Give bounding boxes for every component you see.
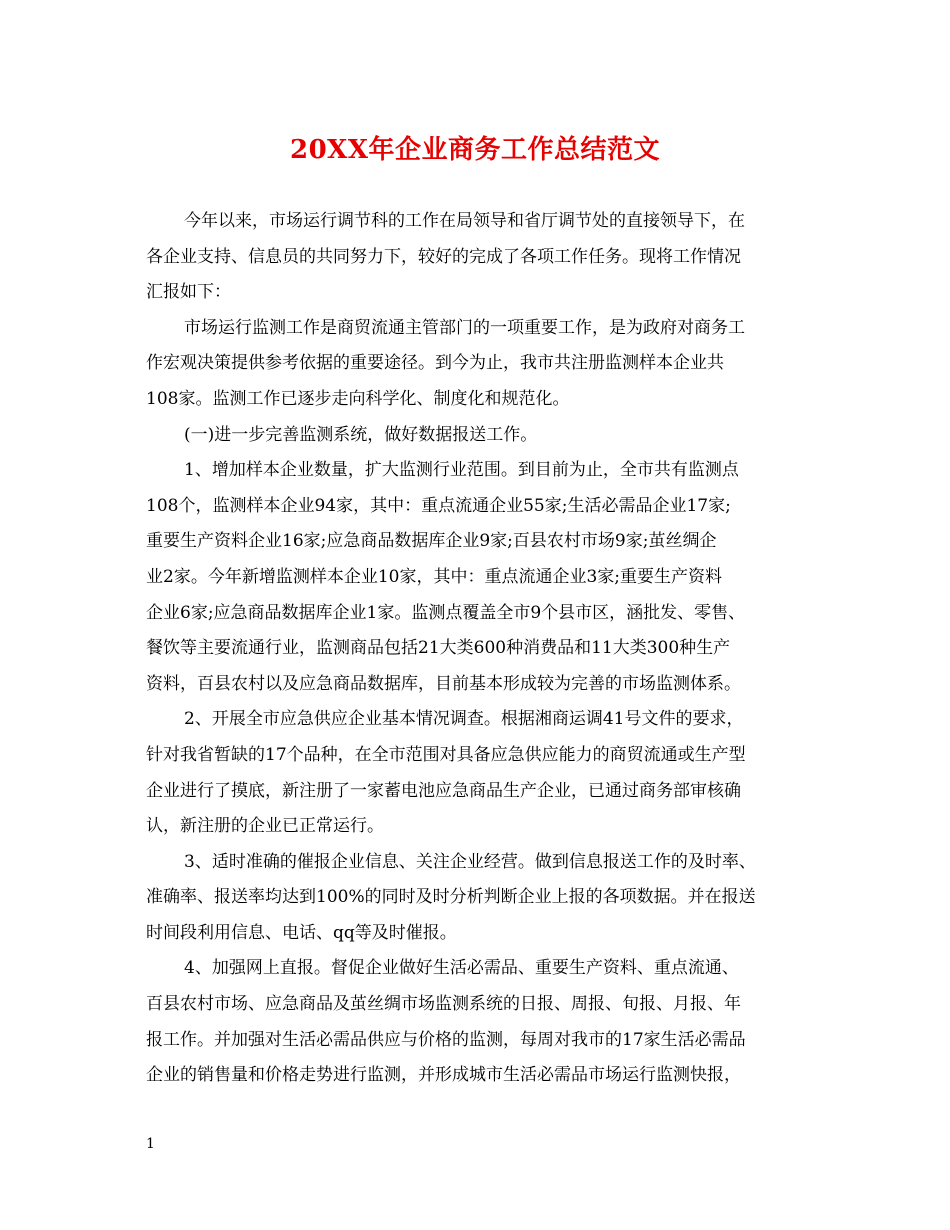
body-line: 重要生产资料企业16家;应急商品数据库企业9家;百县农村市场9家;茧丝绸企 <box>146 531 717 552</box>
body-line: (一)进一步完善监测系统，做好数据报送工作。 <box>184 424 538 445</box>
body-line: 2、开展全市应急供应企业基本情况调查。根据湘商运调41号文件的要求， <box>184 709 744 730</box>
body-line: 报工作。并加强对生活必需品供应与价格的监测，每周对我市的17家生活必需品 <box>146 1029 746 1050</box>
body-line: 108家。监测工作已逐步走向科学化、制度化和规范化。 <box>146 388 570 409</box>
body-line: 餐饮等主要流通行业，监测商品包括21大类600种消费品和11大类300种生产 <box>146 638 731 659</box>
body-line: 4、加强网上直报。督促企业做好生活必需品、重要生产资料、重点流通、 <box>184 958 739 979</box>
body-line: 市场运行监测工作是商贸流通主管部门的一项重要工作，是为政府对商务工 <box>184 317 745 338</box>
document-title: 20XX年企业商务工作总结范文 <box>289 135 661 165</box>
body-line: 企业进行了摸底，新注册了一家蓄电池应急商品生产企业，已通过商务部审核确 <box>146 780 741 801</box>
body-line: 业2家。今年新增监测样本企业10家，其中：重点流通企业3家;重要生产资料 <box>146 566 722 587</box>
body-line: 资料，百县农村以及应急商品数据库，目前基本形成较为完善的市场监测体系。 <box>146 673 741 694</box>
document-body <box>146 204 816 1094</box>
body-line: 作宏观决策提供参考依据的重要途径。到今为止，我市共注册监测样本企业共 <box>146 353 724 374</box>
body-line: 百县农村市场、应急商品及茧丝绸市场监测系统的日报、周报、旬报、月报、年 <box>146 994 741 1015</box>
body-line: 1、增加样本企业数量，扩大监测行业范围。到目前为止，全市共有监测点 <box>184 460 739 481</box>
body-line: 准确率、报送率均达到100%的同时及时分析判断企业上报的各项数据。并在报送 <box>146 887 756 908</box>
body-line: 认，新注册的企业已正常运行。 <box>146 816 384 837</box>
body-line: 企业6家;应急商品数据库企业1家。监测点覆盖全市9个县市区，涵批发、零售、 <box>146 602 746 623</box>
body-line: 汇报如下： <box>146 282 231 303</box>
body-line: 今年以来，市场运行调节科的工作在局领导和省厅调节处的直接领导下，在 <box>184 211 745 231</box>
body-line: 3、适时准确的催报企业信息、关注企业经营。做到信息报送工作的及时率、 <box>184 851 756 872</box>
body-line: 企业的销售量和价格走势进行监测，并形成城市生活必需品市场运行监测快报， <box>146 1065 741 1086</box>
body-line: 各企业支持、信息员的共同努力下，较好的完成了各项工作任务。现将工作情况 <box>146 246 741 267</box>
body-line: 针对我省暂缺的17个品种，在全市范围对具备应急供应能力的商贸流通或生产型 <box>146 744 746 765</box>
body-line: 时间段利用信息、电话、qq等及时催报。 <box>146 922 457 943</box>
body-line: 108个，监测样本企业94家，其中：重点流通企业55家;生活必需品企业17家; <box>146 495 731 516</box>
page-number: 1 <box>146 1136 155 1152</box>
